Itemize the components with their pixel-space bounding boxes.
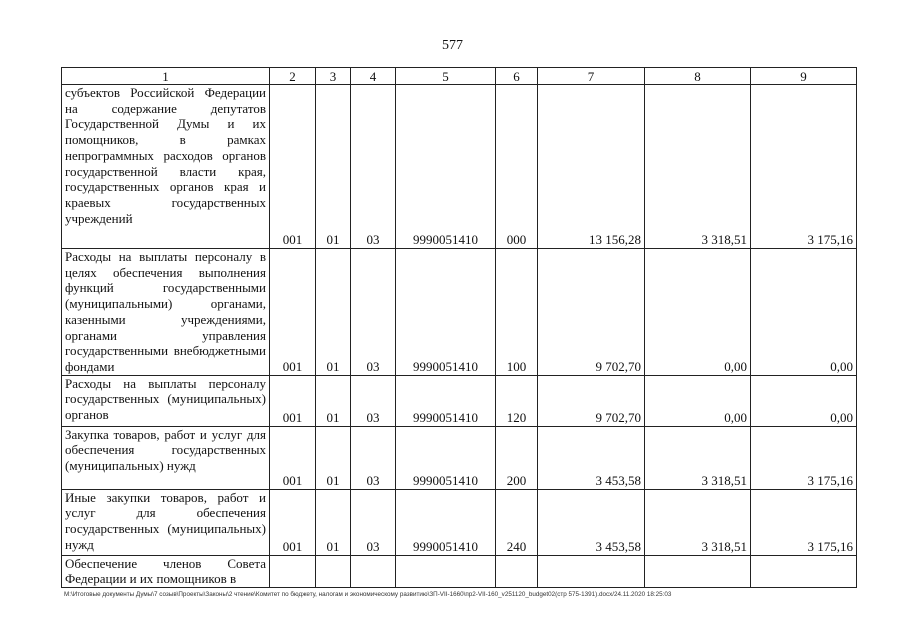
row-description: Иные закупки товаров, работ и услуг для обеспечения государственных (муниципальных) нужд [62,489,270,555]
table-row [62,249,857,376]
cell-col6: 240 [496,489,538,555]
cell-col4: 03 [351,426,396,489]
cell-col9: 0,00 [751,375,857,426]
page-number: 577 [442,38,463,53]
cell-col4: 03 [351,249,396,376]
cell-col5: 9990051410 [396,375,496,426]
cell-col5: 9990051410 [396,85,496,249]
header-cell: 3 [316,68,351,85]
cell-col7: 3 453,58 [538,426,645,489]
row-description: Закупка товаров, работ и услуг для обеспечения государственных (муниципальных) нужд [62,426,270,489]
table-row [62,426,857,489]
cell-col9: 3 175,16 [751,85,857,249]
cell-col6: 200 [496,426,538,489]
row-description: субъектов Российской Федерации на содержание депутатов Государственной Думы и их помощников, в рамках непрограммных расходов органов государственной власти края, государственных органов края и краевых государственных учреждений [62,85,270,249]
cell-col6: 120 [496,375,538,426]
cell-col7: 3 453,58 [538,489,645,555]
cell-col7: 13 156,28 [538,85,645,249]
cell-col9 [751,555,857,587]
cell-col3: 01 [316,489,351,555]
header-cell: 4 [351,68,396,85]
cell-col2: 001 [270,85,316,249]
header-cell: 2 [270,68,316,85]
cell-col8: 3 318,51 [645,489,751,555]
row-description: Обеспечение членов Совета Федерации и их помощников в [62,555,270,587]
cell-col8: 0,00 [645,249,751,376]
table-row [62,375,857,426]
cell-col9: 3 175,16 [751,489,857,555]
cell-col6: 000 [496,85,538,249]
cell-col5 [396,555,496,587]
header-cell: 6 [496,68,538,85]
cell-col5: 9990051410 [396,426,496,489]
cell-col2: 001 [270,375,316,426]
row-description: Расходы на выплаты персоналу в целях обеспечения выполнения функций государственными (муниципальными) органами, казенными учреждениями, органами управления государственными внебюджетными фондами [62,249,270,376]
cell-col2: 001 [270,426,316,489]
cell-col4 [351,555,396,587]
cell-col6 [496,555,538,587]
cell-col8 [645,555,751,587]
budget-table [61,67,857,588]
header-cell: 5 [396,68,496,85]
table-header-row [62,68,857,85]
table-row [62,555,857,587]
cell-col3: 01 [316,249,351,376]
cell-col6: 100 [496,249,538,376]
cell-col5: 9990051410 [396,249,496,376]
cell-col3: 01 [316,85,351,249]
cell-col8: 3 318,51 [645,85,751,249]
header-cell: 1 [62,68,270,85]
cell-col8: 3 318,51 [645,426,751,489]
table-row [62,489,857,555]
header-cell: 7 [538,68,645,85]
cell-col7: 9 702,70 [538,249,645,376]
cell-col9: 0,00 [751,249,857,376]
cell-col4: 03 [351,375,396,426]
cell-col5: 9990051410 [396,489,496,555]
cell-col3: 01 [316,375,351,426]
document-path-footer: М:\Итоговые документы Думы\7 созыв\Проекты\Законы\2 чтение\Комитет по бюджету, налогам и экономическому развитию\ЗП-VII-1660\пр2-VII-160_v251120_budget02(стр 575-1391).docx/24.11.2020 18:25:03 [64,591,672,598]
table-row [62,85,857,249]
cell-col2: 001 [270,249,316,376]
cell-col3: 01 [316,426,351,489]
cell-col7 [538,555,645,587]
cell-col8: 0,00 [645,375,751,426]
cell-col4: 03 [351,489,396,555]
header-cell: 8 [645,68,751,85]
cell-col7: 9 702,70 [538,375,645,426]
cell-col2: 001 [270,489,316,555]
cell-col9: 3 175,16 [751,426,857,489]
cell-col2 [270,555,316,587]
cell-col3 [316,555,351,587]
header-cell: 9 [751,68,857,85]
row-description: Расходы на выплаты персоналу государственных (муниципальных) органов [62,375,270,426]
cell-col4: 03 [351,85,396,249]
